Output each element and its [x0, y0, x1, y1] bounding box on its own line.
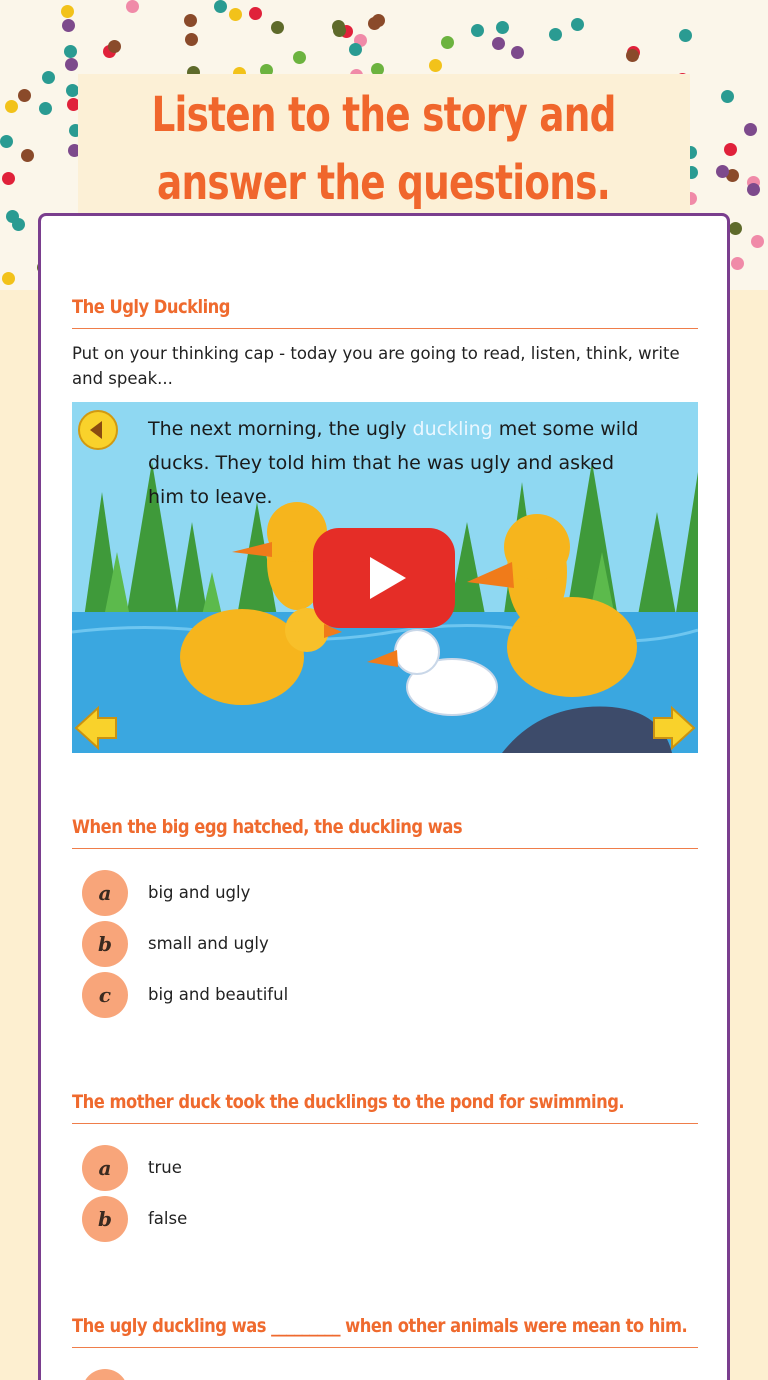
worksheet-card — [38, 213, 730, 1380]
polka-dot — [332, 20, 345, 33]
option-text: false — [148, 1209, 188, 1228]
page-header — [78, 74, 690, 224]
answer-options — [72, 867, 698, 1020]
answer-option[interactable] — [72, 969, 698, 1020]
page-title: Listen to the story and answer the questions. — [151, 87, 617, 211]
polka-dot — [249, 7, 262, 20]
polka-dot — [42, 71, 55, 84]
polka-dot — [126, 0, 139, 13]
polka-dot — [2, 172, 15, 185]
polka-dot — [496, 21, 509, 34]
polka-dot — [429, 59, 442, 72]
answer-option[interactable] — [72, 1193, 698, 1244]
option-text: small and ugly — [148, 934, 269, 953]
question-title: The ugly duckling was _________ when other animals were mean to him. — [72, 1315, 698, 1348]
youtube-play-icon[interactable] — [313, 528, 455, 628]
option-letter-badge — [82, 1369, 128, 1380]
answer-options — [72, 1366, 698, 1380]
polka-dot — [716, 165, 729, 178]
polka-dot — [747, 183, 760, 196]
section-story — [72, 296, 698, 753]
option-text: big and ugly — [148, 883, 251, 902]
polka-dot — [349, 43, 362, 56]
question-2 — [72, 1091, 698, 1244]
polka-dot — [511, 46, 524, 59]
polka-dot — [21, 149, 34, 162]
polka-dot — [751, 235, 764, 248]
polka-dot — [571, 18, 584, 31]
question-title: When the big egg hatched, the duckling was — [72, 816, 698, 849]
polka-dot — [184, 14, 197, 27]
polka-dot — [39, 102, 52, 115]
option-letter-badge: b — [82, 1196, 128, 1242]
polka-dot — [108, 40, 121, 53]
answer-option[interactable] — [72, 1142, 698, 1193]
polka-dot — [61, 5, 74, 18]
play-triangle-icon — [370, 557, 406, 599]
polka-dot — [729, 222, 742, 235]
polka-dot — [731, 257, 744, 270]
option-letter-badge: c — [82, 972, 128, 1018]
polka-dot — [721, 90, 734, 103]
polka-dot — [441, 36, 454, 49]
polka-dot — [2, 272, 15, 285]
option-text: big and beautiful — [148, 985, 289, 1004]
option-letter-badge: b — [82, 921, 128, 967]
question-3 — [72, 1315, 698, 1380]
polka-dot — [185, 33, 198, 46]
question-title: The mother duck took the ducklings to the pond for swimming. — [72, 1091, 698, 1124]
polka-dot — [214, 0, 227, 13]
answer-options — [72, 1142, 698, 1244]
polka-dot — [5, 100, 18, 113]
intro-text: Put on your thinking cap - today you are going to read, listen, think, write and speak... — [72, 344, 680, 388]
polka-dot — [12, 218, 25, 231]
question-1 — [72, 816, 698, 1020]
polka-dot — [744, 123, 757, 136]
polka-dot — [0, 135, 13, 148]
video-caption: The next morning, the ugly duckling met some wild ducks. They told him that he was ugly and asked him to leave. — [148, 418, 639, 508]
polka-dot — [724, 143, 737, 156]
polka-dot — [679, 29, 692, 42]
section-title: The Ugly Duckling — [72, 296, 698, 329]
polka-dot — [271, 21, 284, 34]
polka-dot — [549, 28, 562, 41]
polka-dot — [229, 8, 242, 21]
polka-dot — [62, 19, 75, 32]
option-letter-badge: a — [82, 870, 128, 916]
answer-option[interactable] — [72, 867, 698, 918]
option-text: true — [148, 1158, 182, 1177]
option-letter-badge: a — [82, 1145, 128, 1191]
polka-dot — [471, 24, 484, 37]
polka-dot — [18, 89, 31, 102]
polka-dot — [293, 51, 306, 64]
answer-option[interactable] — [72, 918, 698, 969]
video-player[interactable] — [72, 402, 698, 753]
polka-dot — [626, 49, 639, 62]
polka-dot — [492, 37, 505, 50]
polka-dot — [65, 58, 78, 71]
polka-dot — [368, 17, 381, 30]
polka-dot — [64, 45, 77, 58]
answer-option[interactable] — [72, 1366, 698, 1380]
